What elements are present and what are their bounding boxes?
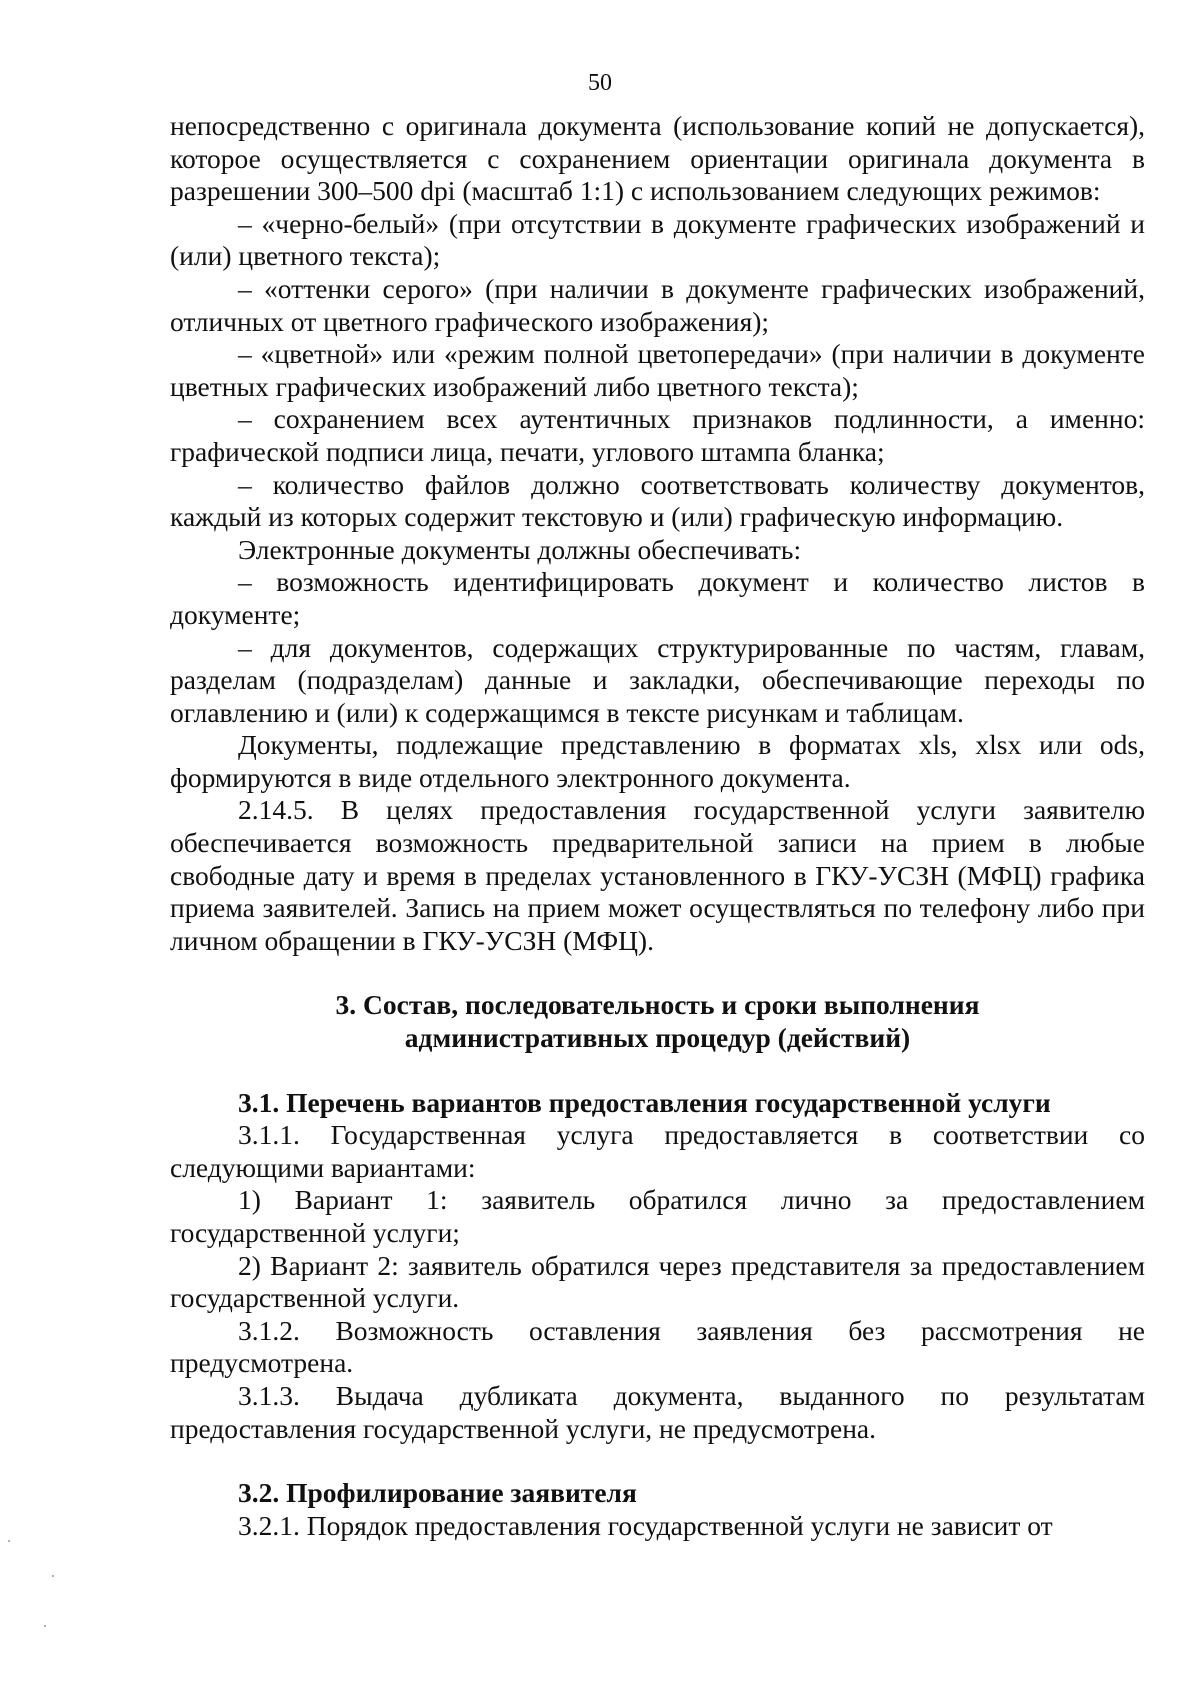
- paragraph-formats: Документы, подлежащие представлению в форматах xls, xlsx или ods, формируются в виде отдельного электронного документа.: [170, 729, 1145, 793]
- scan-speck: [8, 1540, 10, 1542]
- scan-speck: [52, 1575, 54, 1577]
- list-item-color: – «цветной» или «режим полной цветопередачи» (при наличии в документе цветных графических изображений либо цветного текста);: [170, 338, 1145, 402]
- paragraph-3-2-1: 3.2.1. Порядок предоставления государственной услуги не зависит от: [238, 1509, 1053, 1541]
- scan-speck: [44, 1625, 46, 1627]
- paragraph-2-14-5: 2.14.5. В целях предоставления государственной услуги заявителю обеспечивается возможность предварительной записи на прием в любые свободные дату и время в пределах установленного в ГКУ-УСЗН (МФЦ) графика приема заявителей. Запись на прием может осуществляться по телефону либо при личном обращении в ГКУ-УСЗН (МФЦ).: [170, 794, 1145, 956]
- section-3-1-heading: 3.1. Перечень вариантов предоставления государственной услуги: [238, 1086, 1051, 1118]
- list-item-variant-1: 1) Вариант 1: заявитель обратился лично за предоставлением государственной услуги;: [170, 1184, 1145, 1248]
- paragraph-3-1-3: 3.1.3. Выдача дубликата документа, выданного по результатам предоставления государственной услуги, не предусмотрена.: [170, 1379, 1145, 1444]
- paragraph-3-1-2: 3.1.2. Возможность оставления заявления без рассмотрения не предусмотрена.: [170, 1314, 1145, 1379]
- list-item-file-count: – количество файлов должно соответствовать количеству документов, каждый из которых содержит текстовую и (или) графическую информацию.: [170, 468, 1145, 533]
- list-item-variant-2: 2) Вариант 2: заявитель обратился через представителя за предоставлением государственной услуги.: [170, 1249, 1145, 1314]
- section-3-heading-line1: 3. Состав, последовательность и сроки выполнения: [335, 989, 980, 1021]
- list-item-identify: – возможность идентифицировать документ и количество листов в документе;: [170, 566, 1145, 630]
- list-item-authenticity: – сохранением всех аутентичных признаков подлинности, а именно: графической подписи лица, печати, углового штампа бланка;: [170, 403, 1145, 467]
- paragraph-electronic-docs: Электронные документы должны обеспечивать:: [238, 533, 802, 565]
- paragraph-3-1-1: 3.1.1. Государственная услуга предоставляется в соответствии со следующими вариантами:: [170, 1119, 1145, 1183]
- page-number: 50: [588, 70, 612, 96]
- document-body: [170, 110, 1145, 1542]
- paragraph-scan-requirements: непосредственно с оригинала документа (использование копий не допускается), которое осуществляется с сохранением ориентации оригинала документа в разрешении 300–500 dpi (масштаб 1:1) с использованием следующих режимов:: [170, 110, 1145, 207]
- list-item-black-white: – «черно-белый» (при отсутствии в документе графических изображений и (или) цветного текста);: [170, 207, 1145, 272]
- list-item-structured: – для документов, содержащих структурированные по частям, главам, разделам (подразделам) данные и закладки, обеспечивающие переходы по оглавлению и (или) к содержащимся в тексте рисункам и таблицам.: [170, 631, 1145, 728]
- section-3-heading-line2: административных процедур (действий): [404, 1022, 911, 1054]
- list-item-grayscale: – «оттенки серого» (при наличии в документе графических изображений, отличных от цветного графического изображения);: [170, 272, 1145, 337]
- section-3-2-heading: 3.2. Профилирование заявителя: [238, 1477, 637, 1509]
